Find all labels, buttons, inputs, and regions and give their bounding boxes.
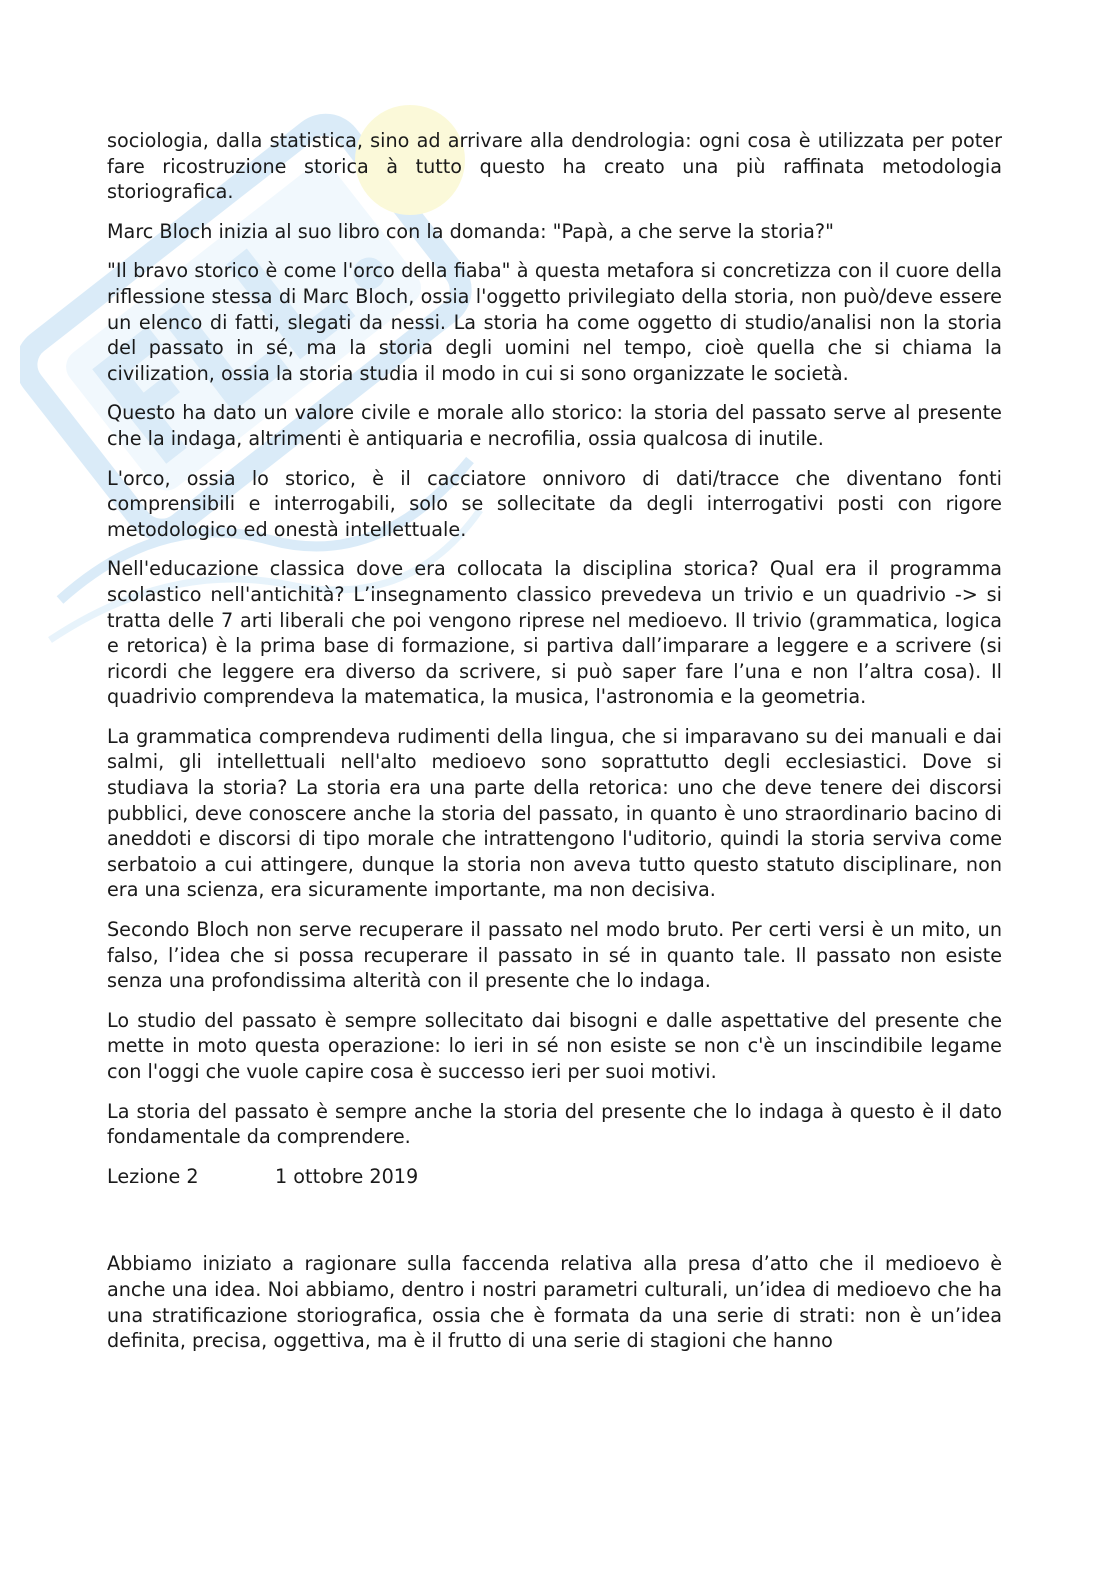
lesson-heading <box>107 1164 1002 1190</box>
paragraph: Nell'educazione classica dove era collocata la disciplina storica? Qual era il programma scolastico nell'antichità? L’insegnamento classico prevedeva un trivio e un quadrivio -> si tratta delle 7 arti liberali che poi vengono riprese nel medioevo. Il trivio (grammatica, logica e retorica) è la prima base di formazione, si partiva dall’imparare a leggere e a scrivere (si ricordi che leggere era diverso da scrivere, si può saper fare l’una e non l’altra cosa). Il quadrivio comprendeva la matematica, la musica, l'astronomia e la geometria. <box>107 557 1002 709</box>
paragraph: Marc Bloch inizia al suo libro con la domanda: "Papà, a che serve la storia?" <box>107 219 834 243</box>
paragraph: Questo ha dato un valore civile e morale allo storico: la storia del passato serve al presente che la indaga, altrimenti è antiquaria e necrofilia, ossia qualcosa di inutile. <box>107 401 1002 450</box>
paragraph: sociologia, dalla statistica, sino ad arrivare alla dendrologia: ogni cosa è utilizzata per poter fare ricostruzione storica à tutto questo ha creato una più raffinata metodologia storiografica. <box>107 129 1002 204</box>
paragraph: Secondo Bloch non serve recuperare il passato nel modo bruto. Per certi versi è un mito, un falso, l’idea che si possa recuperare il passato in sé in quanto tale. Il passato non esiste senza una profondissima alterità con il presente che lo indaga. <box>107 918 1002 993</box>
lesson-label: Lezione 2 <box>107 1164 199 1188</box>
lesson-date: 1 ottobre 2019 <box>275 1164 419 1188</box>
document-body <box>107 128 1002 1368</box>
spacer <box>107 1203 1002 1251</box>
paragraph: La grammatica comprendeva rudimenti della lingua, che si imparavano su dei manuali e dai salmi, gli intellettuali nell'alto medioevo sono soprattutto degli ecclesiastici. Dove si studiava la storia? La storia era una parte della retorica: uno che deve tenere dei discorsi pubblici, deve conoscere anche la storia del passato, in quanto è uno straordinario bacino di aneddoti e discorsi di tipo morale che intrattengono l'uditorio, quindi la storia serviva come serbatoio a cui attingere, dunque la storia non aveva tutto questo statuto disciplinare, non era una scienza, era sicuramente importante, ma non decisiva. <box>107 724 1002 902</box>
paragraph: Lo studio del passato è sempre sollecitato dai bisogni e dalle aspettative del presente che mette in moto questa operazione: lo ieri in sé non esiste se non c'è un inscindibile legame con l'oggi che vuole capire cosa è successo ieri per suoi motivi. <box>107 1008 1002 1083</box>
paragraph: Abbiamo iniziato a ragionare sulla faccenda relativa alla presa d’atto che il medioevo è anche una idea. Noi abbiamo, dentro i nostri parametri culturali, un’idea di medioevo che ha una stratificazione storiografica, ossia che è formata da una serie di strati: non è un’idea definita, precisa, oggettiva, ma è il frutto di una serie di stagioni che hanno <box>107 1252 1002 1353</box>
paragraph: "Il bravo storico è come l'orco della fiaba" à questa metafora si concretizza con il cuore della riflessione stessa di Marc Bloch, ossia l'oggetto privilegiato della storia, non può/deve essere un elenco di fatti, slegati da nessi. La storia ha come oggetto di studio/analisi non la storia del passato in sé, ma la storia degli uomini nel tempo, cioè quella che si chiama la civilization, ossia la storia studia il modo in cui si sono organizzate le società. <box>107 259 1002 385</box>
paragraph: L'orco, ossia lo storico, è il cacciatore onnivoro di dati/tracce che diventano fonti comprensibili e interrogabili, solo se sollecitate da degli interrogativi posti con rigore metodologico ed onestà intellettuale. <box>107 466 1002 541</box>
paragraph: La storia del passato è sempre anche la storia del presente che lo indaga à questo è il dato fondamentale da comprendere. <box>107 1099 1002 1149</box>
